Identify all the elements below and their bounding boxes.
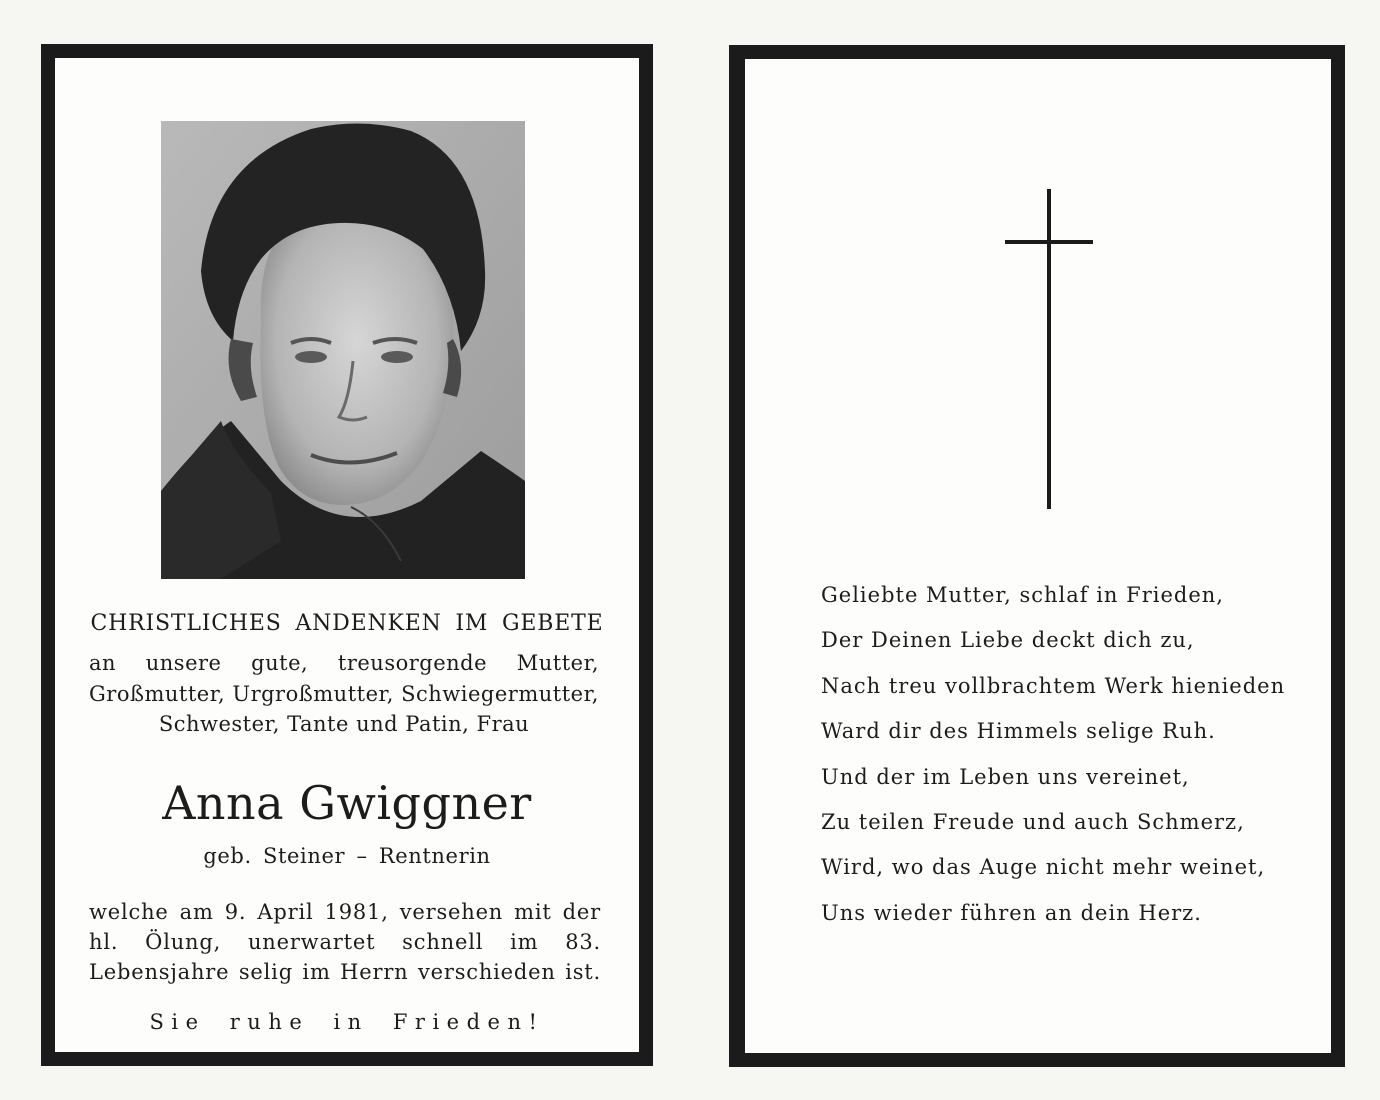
poem-line: Nach treu vollbrachtem Werk hienieden	[821, 673, 1286, 698]
poem-line: Zu teilen Freude und auch Schmerz,	[821, 809, 1245, 834]
deceased-name: Anna Gwiggner	[162, 776, 532, 830]
portrait-photo	[161, 121, 525, 579]
poem-line: Ward dir des Himmels selige Ruh.	[821, 719, 1216, 744]
poem-line: Wird, wo das Auge nicht mehr weinet,	[821, 855, 1266, 880]
cross-icon	[1003, 189, 1095, 511]
poem-line: Uns wieder führen an dein Herz.	[821, 900, 1202, 925]
card-heading: CHRISTLICHES ANDENKEN IM GEBETE	[90, 611, 604, 636]
right-card	[729, 45, 1345, 1067]
blessing-text: Sie ruhe in Frieden!	[149, 1010, 545, 1034]
poem-line: Und der im Leben uns vereinet,	[821, 764, 1190, 789]
poem	[821, 580, 1311, 943]
left-card	[41, 44, 653, 1066]
poem-line: Der Deinen Liebe deckt dich zu,	[821, 628, 1195, 653]
dedication-text: an unsere gute, treusorgende Mutter, Großmutter, Urgroßmutter, Schwiegermutter, Schwester, Tante und Patin, Frau	[89, 651, 599, 736]
poem-line: Geliebte Mutter, schlaf in Frieden,	[821, 583, 1224, 607]
maiden-name-occupation: geb. Steiner – Rentnerin	[203, 844, 491, 868]
biography-text: welche am 9. April 1981, versehen mit der hl. Ölung, unerwartet schnell im 83. Lebensjahre selig im Herrn verschieden ist.	[89, 900, 601, 984]
